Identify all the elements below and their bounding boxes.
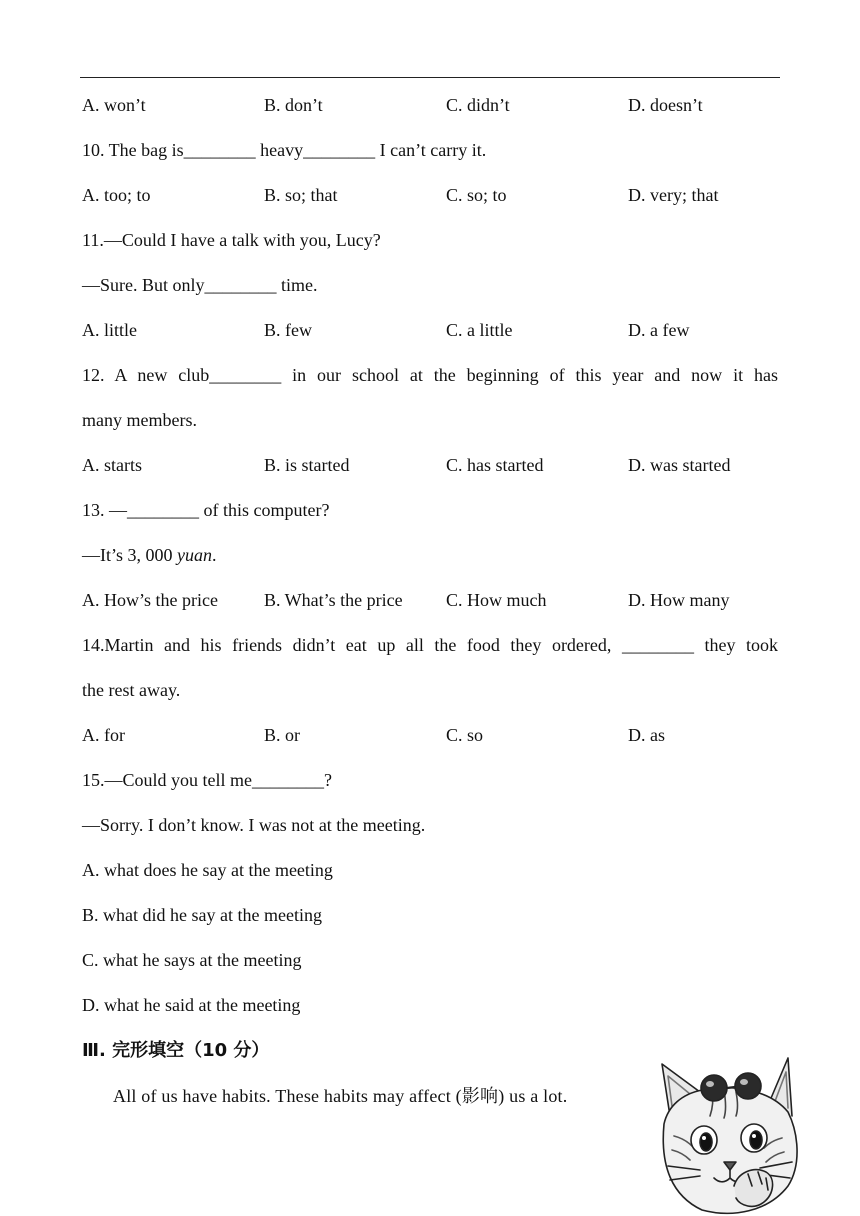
q10-option-b: B. so; that xyxy=(264,185,338,205)
q13-option-a: A. How’s the price xyxy=(82,590,218,610)
q13-reply-suffix: . xyxy=(212,545,217,565)
q11-option-c: C. a little xyxy=(446,320,513,340)
q13-reply xyxy=(82,543,217,567)
q14-option-a: A. for xyxy=(82,725,125,745)
q14-option-b: B. or xyxy=(264,725,300,745)
q13-option-c: C. How much xyxy=(446,590,547,610)
q11-option-b: B. few xyxy=(264,320,312,340)
q9-option-b: B. don’t xyxy=(264,95,323,115)
q12-option-b: B. is started xyxy=(264,455,350,475)
header-rule xyxy=(80,77,780,78)
q13-option-b: B. What’s the price xyxy=(264,590,403,610)
q13-reply-prefix: —It’s 3, 000 xyxy=(82,545,178,565)
q10-option-d: D. very; that xyxy=(628,185,719,205)
q14-option-d: D. as xyxy=(628,725,665,745)
q11-stem: 11.—Could I have a talk with you, Lucy? xyxy=(82,230,381,250)
q13-option-d: D. How many xyxy=(628,590,730,610)
q12-stem-continued: many members. xyxy=(82,410,197,430)
q15-option-a: A. what does he say at the meeting xyxy=(82,860,333,880)
q15-option-b: B. what did he say at the meeting xyxy=(82,905,322,925)
section-heading: Ⅲ. 完形填空（10 分） xyxy=(82,1040,270,1061)
q14-stem-continued: the rest away. xyxy=(82,680,181,700)
cat-illustration xyxy=(642,1046,802,1216)
q12-stem: 12. A new club________ in our school at the beginning of this year and now it has xyxy=(82,365,778,385)
q10-stem: 10. The bag is________ heavy________ I can’t carry it. xyxy=(82,140,487,160)
q12-option-a: A. starts xyxy=(82,455,142,475)
cloze-paragraph: All of us have habits. These habits may affect (影响) us a lot. xyxy=(113,1086,568,1106)
q13-reply-italic: yuan xyxy=(177,545,213,565)
q15-reply: —Sorry. I don’t know. I was not at the meeting. xyxy=(82,815,426,835)
q9-option-c: C. didn’t xyxy=(446,95,510,115)
q12-option-c: C. has started xyxy=(446,455,544,475)
q15-option-d: D. what he said at the meeting xyxy=(82,995,301,1015)
q15-stem: 15.—Could you tell me________? xyxy=(82,770,332,790)
q14-option-c: C. so xyxy=(446,725,484,745)
q12-option-d: D. was started xyxy=(628,455,731,475)
q11-option-d: D. a few xyxy=(628,320,690,340)
q13-stem: 13. —________ of this computer? xyxy=(82,500,330,520)
q15-option-c: C. what he says at the meeting xyxy=(82,950,302,970)
q11-option-a: A. little xyxy=(82,320,137,340)
q11-reply: —Sure. But only________ time. xyxy=(82,275,318,295)
q10-option-c: C. so; to xyxy=(446,185,507,205)
q9-option-d: D. doesn’t xyxy=(628,95,703,115)
q9-option-a: A. won’t xyxy=(82,95,146,115)
q14-stem: 14.Martin and his friends didn’t eat up all the food they ordered, ________ they took xyxy=(82,635,778,655)
q10-option-a: A. too; to xyxy=(82,185,151,205)
